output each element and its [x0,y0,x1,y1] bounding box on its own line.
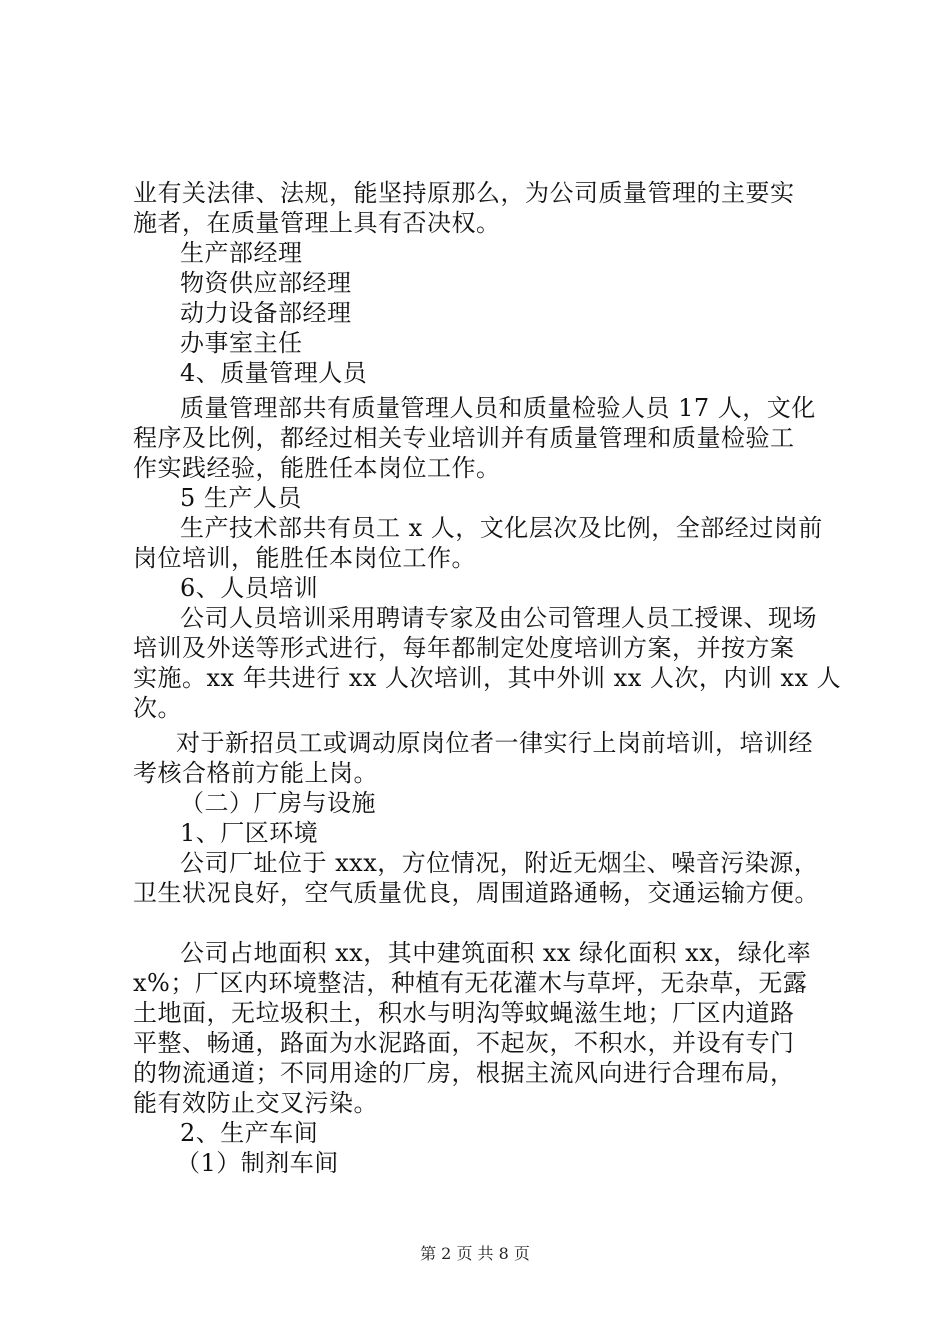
section-heading: 5 生产人员 [180,484,302,512]
section-heading: （二）厂房与设施 [180,789,376,817]
body-text-line: 实施。xx 年共进行 xx 人次培训，其中外训 xx 人次，内训 xx 人 [133,664,842,692]
body-text-line: 施者，在质量管理上具有否决权。 [133,209,501,237]
role-item: 办事室主任 [180,329,303,357]
role-item: 生产部经理 [180,239,303,267]
body-text-line: 岗位培训，能胜任本岗位工作。 [133,544,476,572]
body-text-line: 次。 [133,694,182,722]
body-text-line: 考核合格前方能上岗。 [133,759,378,787]
body-text-line: 平整、畅通，路面为水泥路面，不起灰，不积水，并设有专门 [133,1029,795,1057]
body-text-line: 作实践经验，能胜任本岗位工作。 [133,454,501,482]
body-text-line: 生产技术部共有员工 x 人，文化层次及比例，全部经过岗前 [180,514,823,542]
body-text-line: 公司厂址位于 xxx，方位情况，附近无烟尘、噪音污染源， [180,849,819,877]
body-text-line: x%；厂区内环境整洁，种植有无花灌木与草坪，无杂草，无露 [133,969,808,997]
section-heading: 6、人员培训 [180,574,319,602]
section-heading: （1）制剂车间 [176,1149,339,1177]
body-text-line: 程序及比例，都经过相关专业培训并有质量管理和质量检验工 [133,424,795,452]
body-text-line: 质量管理部共有质量管理人员和质量检验人员 17 人，文化 [180,394,816,422]
section-heading: 2、生产车间 [180,1119,319,1147]
role-item: 动力设备部经理 [180,299,352,327]
body-text-line: 公司占地面积 xx，其中建筑面积 xx 绿化面积 xx，绿化率 [180,939,812,967]
body-text-line: 的物流通道；不同用途的厂房，根据主流风向进行合理布局， [133,1059,795,1087]
section-heading: 4、质量管理人员 [180,359,368,387]
body-text-line: 能有效防止交叉污染。 [133,1089,378,1117]
body-text-line: 培训及外送等形式进行，每年都制定处度培训方案，并按方案 [133,634,795,662]
body-text-line: 公司人员培训采用聘请专家及由公司管理人员工授课、现场 [180,604,817,632]
body-text-line: 卫生状况良好，空气质量优良，周围道路通畅，交通运输方便。 [133,879,819,907]
role-item: 物资供应部经理 [180,269,352,297]
body-text-line: 土地面，无垃圾积土，积水与明沟等蚊蝇滋生地；厂区内道路 [133,999,795,1027]
body-text-line: 对于新招员工或调动原岗位者一律实行上岗前培训，培训经 [176,729,813,757]
body-text-line: 业有关法律、法规，能坚持原那么，为公司质量管理的主要实 [133,179,795,207]
section-heading: 1、厂区环境 [180,819,319,847]
page-number-footer: 第 2 页 共 8 页 [420,1244,530,1263]
